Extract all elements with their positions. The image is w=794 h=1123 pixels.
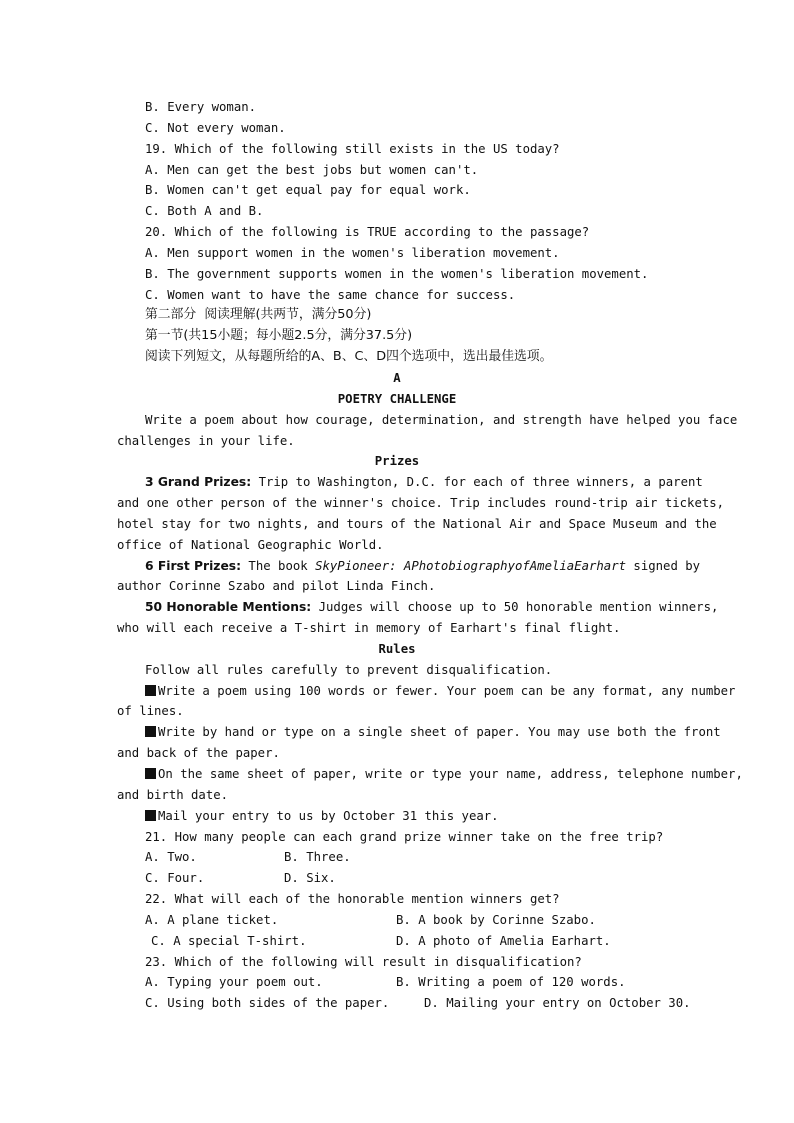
option-21a: A. Two.: [145, 850, 197, 865]
honorable-line-1: 50 Honorable Mentions: Judges will choose up to 50 honorable mention winners,: [145, 600, 719, 615]
option-21b: B. Three.: [284, 850, 351, 865]
grand-prize-line-2: and one other person of the winner's choice. Trip includes round-trip air tickets,: [117, 496, 725, 511]
question-19: 19. Which of the following still exists in the US today?: [145, 141, 560, 156]
bullet-square-icon: [145, 810, 156, 821]
option-22d: D. A photo of Amelia Earhart.: [396, 933, 611, 948]
passage-letter: A: [393, 370, 401, 385]
rule-2-line-2: and back of the paper.: [117, 746, 280, 761]
first-prize-line-2: author Corinne Szabo and pilot Linda Finch.: [117, 579, 436, 594]
option-23c: C. Using both sides of the paper.: [145, 996, 390, 1011]
option-20a: A. Men support women in the women's liberation movement.: [145, 245, 560, 260]
question-23: 23. Which of the following will result in disqualification?: [145, 954, 582, 969]
prizes-heading: Prizes: [374, 454, 420, 469]
part-title: 第二部分 阅读理解(共两节，满分50分): [145, 307, 372, 323]
option-19a: A. Men can get the best jobs but women can't.: [145, 162, 479, 177]
options-23-cd: [117, 993, 691, 1014]
option-21d: D. Six.: [284, 871, 336, 886]
options-21-ab: [117, 847, 677, 868]
passage-title: POETRY CHALLENGE: [337, 391, 457, 406]
question-20: 20. Which of the following is TRUE according to the passage?: [145, 225, 590, 240]
grand-prize-line-3: hotel stay for two nights, and tours of the National Air and Space Museum and the: [117, 516, 717, 531]
bullet-square-icon: [145, 685, 156, 696]
question-22: 22. What will each of the honorable mention winners get?: [145, 892, 560, 907]
section-instruction: 阅读下列短文，从每题所给的A、B、C、D四个选项中，选出最佳选项。: [145, 349, 553, 365]
option-22c: C. A special T-shirt.: [151, 933, 307, 948]
option-23a: A. Typing your poem out.: [145, 975, 323, 990]
honorable-label: 50 Honorable Mentions:: [145, 600, 312, 615]
option-20b: B. The government supports women in the women's liberation movement.: [145, 266, 649, 281]
book-title: SkyPioneer: APhotobiographyofAmeliaEarhart: [315, 558, 627, 573]
rule-1-line-2: of lines.: [117, 704, 184, 719]
bullet-square-icon: [145, 726, 156, 737]
grand-prize-label: 3 Grand Prizes:: [145, 475, 252, 490]
option-19c: C. Both A and B.: [145, 204, 264, 219]
rules-intro: Follow all rules carefully to prevent disqualification.: [145, 662, 553, 677]
option-20c: C. Women want to have the same chance for success.: [145, 287, 516, 302]
intro-line-2: challenges in your life.: [117, 433, 295, 448]
rules-heading: Rules: [378, 641, 416, 656]
document-page: [117, 97, 743, 1014]
grand-prize-line-4: office of National Geographic World.: [117, 537, 384, 552]
rule-2-line-1: Write by hand or type on a single sheet of paper. You may use both the front: [117, 722, 677, 743]
rule-3-line-2: and birth date.: [117, 787, 229, 802]
intro-line-1: Write a poem about how courage, determination, and strength have helped you face: [145, 412, 738, 427]
options-22-cd: [117, 931, 677, 952]
options-22-ab: [117, 910, 677, 931]
question-21: 21. How many people can each grand prize winner take on the free trip?: [145, 829, 664, 844]
options-21-cd: [117, 868, 677, 889]
first-prize-line-1: 6 First Prizes: The book SkyPioneer: APhotobiographyofAmeliaEarhart signed by: [145, 558, 701, 573]
option-22b: B. A book by Corinne Szabo.: [396, 912, 596, 927]
option-21c: C. Four.: [145, 871, 205, 886]
option-19b: B. Women can't get equal pay for equal work.: [145, 183, 471, 198]
grand-prize-line-1: 3 Grand Prizes: Trip to Washington, D.C. for each of three winners, a parent: [145, 475, 703, 490]
rule-4: Mail your entry to us by October 31 this year.: [117, 806, 677, 827]
bullet-square-icon: [145, 768, 156, 779]
honorable-line-2: who will each receive a T-shirt in memory of Earhart's final flight.: [117, 621, 621, 636]
option-22a: A. A plane ticket.: [145, 912, 279, 927]
options-23-ab: [117, 972, 677, 993]
rule-1-line-1: Write a poem using 100 words or fewer. Your poem can be any format, any number: [117, 681, 677, 702]
option-18c: C. Not every woman.: [145, 120, 286, 135]
first-prize-label: 6 First Prizes:: [145, 558, 242, 573]
subsection-title: 第一节(共15小题；每小题2.5分，满分37.5分): [145, 328, 413, 344]
option-23d: D. Mailing your entry on October 30.: [424, 996, 691, 1011]
option-18b: B. Every woman.: [145, 100, 257, 114]
rule-3-line-1: On the same sheet of paper, write or type your name, address, telephone number,: [117, 764, 677, 785]
option-23b: B. Writing a poem of 120 words.: [396, 975, 626, 990]
